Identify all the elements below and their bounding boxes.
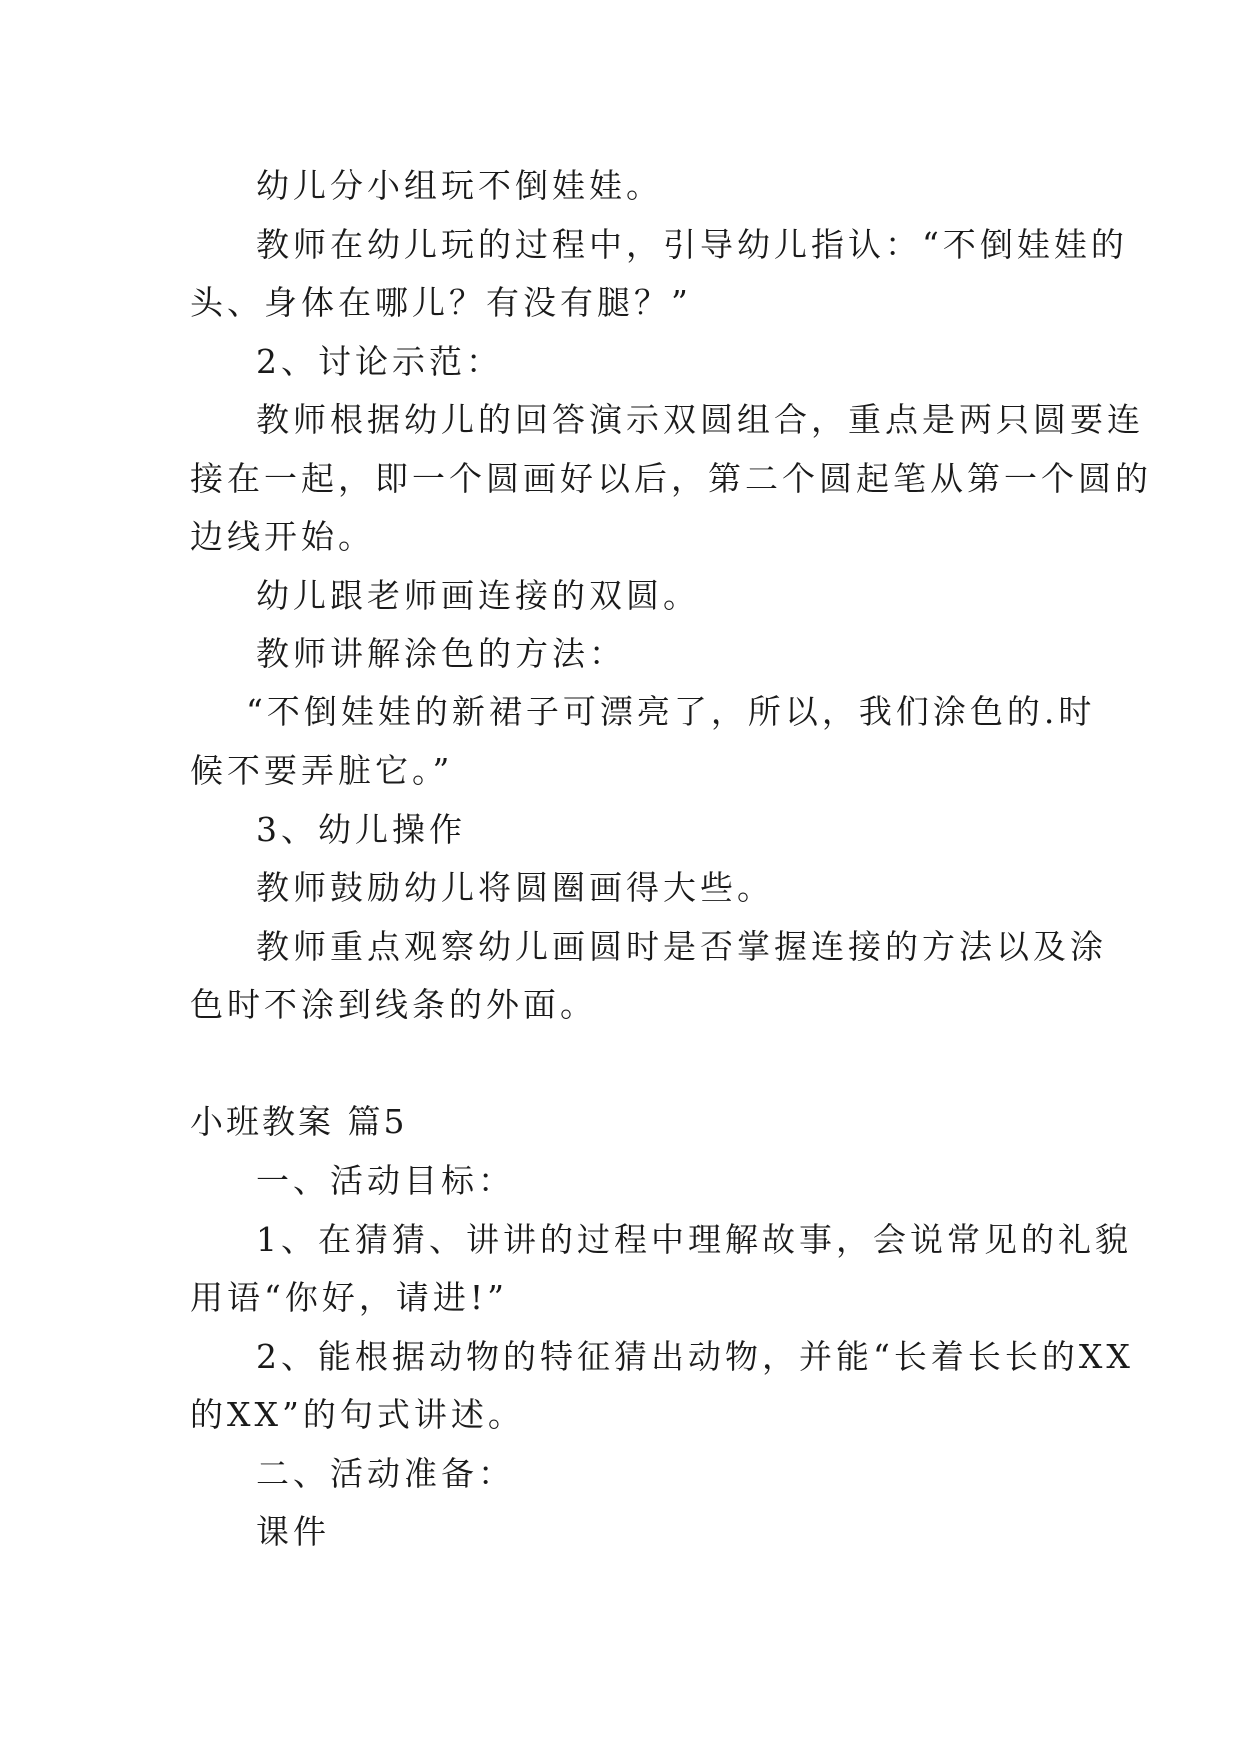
- paragraph-line: 的XX”的句式讲述。: [190, 1395, 525, 1434]
- paragraph-line: 教师根据幼儿的回答演示双圆组合，重点是两只圆要连: [256, 400, 1144, 439]
- paragraph-line: 2、能根据动物的特征猜出动物，并能“长着长长的XX: [256, 1337, 1134, 1376]
- paragraph-line: 教师讲解涂色的方法：: [256, 634, 626, 673]
- section-heading: 小班教案 篇5: [190, 1102, 408, 1141]
- paragraph-line: 课件: [256, 1512, 330, 1551]
- paragraph-line: 教师在幼儿玩的过程中，引导幼儿指认：“不倒娃娃的: [256, 225, 1128, 264]
- paragraph-line: 候不要弄脏它。”: [190, 751, 454, 790]
- paragraph-line: 3、幼儿操作: [256, 810, 466, 849]
- paragraph-line: “不倒娃娃的新裙子可漂亮了，所以，我们涂色的.时: [246, 692, 1096, 731]
- paragraph-line: 教师重点观察幼儿画圆时是否掌握连接的方法以及涂: [256, 927, 1107, 966]
- paragraph-line: 一、活动目标：: [256, 1161, 515, 1200]
- paragraph-line: 幼儿跟老师画连接的双圆。: [256, 576, 700, 615]
- paragraph-line: 边线开始。: [190, 517, 375, 556]
- paragraph-line: 接在一起，即一个圆画好以后，第二个圆起笔从第一个圆的: [190, 459, 1152, 498]
- paragraph-line: 教师鼓励幼儿将圆圈画得大些。: [256, 868, 774, 907]
- paragraph-line: 头、身体在哪儿？有没有腿？”: [190, 283, 692, 322]
- paragraph-line: 色时不涂到线条的外面。: [190, 985, 597, 1024]
- paragraph-line: 用语“你好，请进!”: [190, 1278, 509, 1317]
- paragraph-line: 1、在猜猜、讲讲的过程中理解故事，会说常见的礼貌: [256, 1220, 1132, 1259]
- paragraph-line: 幼儿分小组玩不倒娃娃。: [256, 166, 663, 205]
- paragraph-line: 二、活动准备：: [256, 1454, 515, 1493]
- paragraph-line: 2、讨论示范：: [256, 342, 503, 381]
